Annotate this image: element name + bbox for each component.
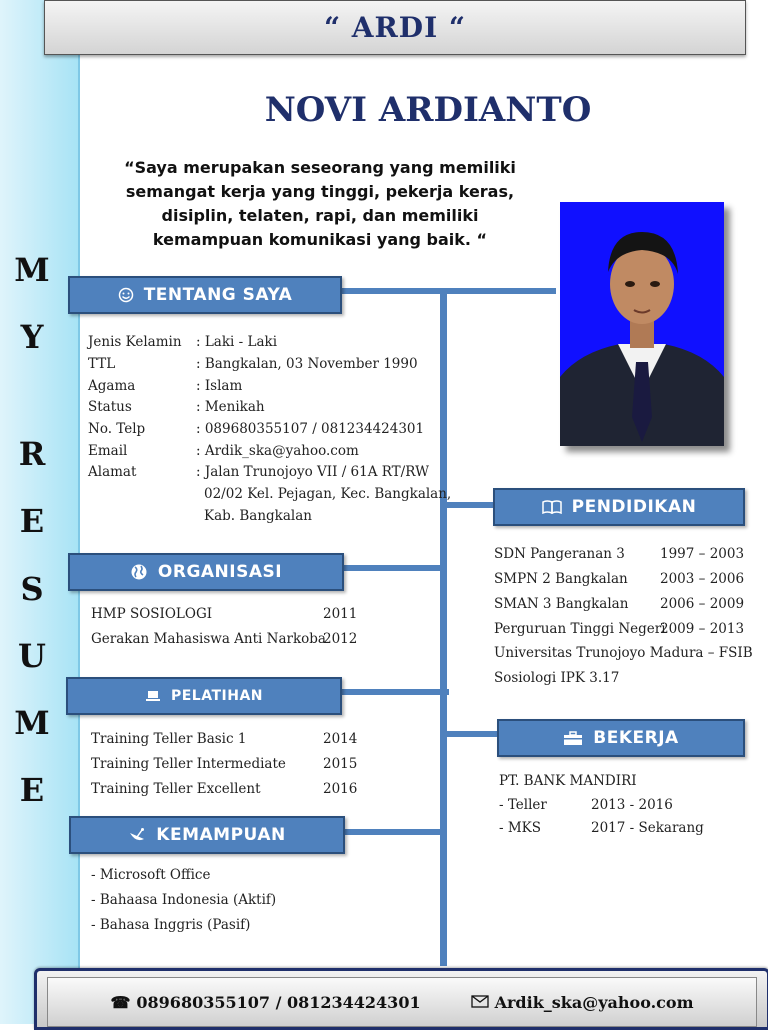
section-header-work	[497, 719, 745, 757]
timeline-connector	[343, 565, 440, 571]
about-label: Agama	[88, 378, 136, 394]
briefcase-icon	[563, 730, 583, 746]
envelope-icon	[471, 993, 489, 1012]
person-portrait-icon	[560, 202, 724, 446]
skill-item: - Microsoft Office	[91, 867, 211, 883]
timeline-vertical-line	[440, 290, 447, 966]
side-letter: E	[19, 502, 45, 541]
address-line: 02/02 Kel. Pejagan, Kec. Bangkalan,	[204, 486, 452, 502]
profile-photo	[560, 202, 724, 446]
about-value: : Islam	[196, 378, 243, 394]
about-value: : Jalan Trunojoyo VII / 61A RT/RW	[196, 464, 429, 480]
footer-contact-bar	[34, 968, 768, 1030]
section-title: BEKERJA	[593, 728, 679, 748]
section-header-skills	[69, 816, 345, 854]
organization-name: HMP SOSIOLOGI	[91, 606, 213, 622]
education-school: SMPN 2 Bangkalan	[494, 571, 628, 587]
skill-item: - Bahaasa Indonesia (Aktif)	[91, 892, 277, 908]
organization-year: 2012	[323, 631, 358, 647]
education-years: 1997 – 2003	[660, 546, 745, 562]
timeline-connector	[447, 731, 499, 737]
education-school: SMAN 3 Bangkalan	[494, 596, 629, 612]
section-header-organization	[68, 553, 344, 591]
nickname-title: “ ARDI “	[323, 11, 467, 44]
section-header-about	[68, 276, 342, 314]
about-label: Jenis Kelamin	[88, 334, 182, 350]
section-header-training	[66, 677, 342, 715]
timeline-connector	[341, 689, 449, 695]
work-role: - MKS	[499, 820, 542, 836]
work-role: - Teller	[499, 797, 547, 813]
work-company: PT. BANK MANDIRI	[499, 773, 637, 789]
about-label: Alamat	[88, 464, 137, 480]
skills-list	[91, 867, 431, 942]
full-name: NOVI ARDIANTO	[264, 90, 592, 130]
phone-icon: ☎	[110, 992, 131, 1012]
section-title: TENTANG SAYA	[143, 285, 293, 305]
footer-email	[471, 993, 694, 1012]
side-letter: U	[18, 636, 46, 675]
section-title: PENDIDIKAN	[571, 497, 697, 517]
work-details	[499, 773, 759, 843]
globe-icon	[130, 563, 148, 581]
training-year: 2016	[323, 781, 358, 797]
side-letter: S	[20, 569, 44, 608]
satellite-icon	[128, 827, 146, 843]
training-name: Training Teller Basic 1	[91, 731, 247, 747]
training-list	[91, 731, 431, 806]
education-years: 2009 – 2013	[660, 621, 745, 637]
organization-name: Gerakan Mahasiswa Anti Narkoba	[91, 631, 326, 647]
about-value: : Bangkalan, 03 November 1990	[196, 356, 418, 372]
book-icon	[542, 500, 562, 514]
top-header-bar	[44, 0, 746, 55]
education-school: SDN Pangeranan 3	[494, 546, 625, 562]
work-period: 2013 - 2016	[591, 797, 673, 813]
education-school: Perguruan Tinggi Negeri	[494, 621, 666, 637]
footer-contact-inner	[47, 977, 757, 1027]
about-value: : Ardik_ska@yahoo.com	[196, 443, 359, 459]
about-value: : Menikah	[196, 399, 265, 415]
section-title: ORGANISASI	[157, 562, 283, 582]
address-line: Kab. Bangkalan	[204, 508, 312, 524]
side-letter: Y	[20, 318, 44, 357]
about-value: : 089680355107 / 081234424301	[196, 421, 425, 437]
timeline-connector	[447, 502, 495, 508]
skill-item: - Bahasa Inggris (Pasif)	[91, 917, 251, 933]
education-extra: Sosiologi IPK 3.17	[494, 670, 620, 686]
smiley-icon	[118, 287, 134, 303]
section-title: KEMAMPUAN	[156, 825, 286, 845]
side-letter: E	[19, 770, 45, 809]
education-years: 2006 – 2009	[660, 596, 745, 612]
about-label: Status	[88, 399, 132, 415]
footer-phone	[110, 993, 420, 1012]
training-name: Training Teller Excellent	[91, 781, 261, 797]
footer-email-text: Ardik_ska@yahoo.com	[494, 992, 694, 1012]
organization-year: 2011	[323, 606, 358, 622]
training-year: 2014	[323, 731, 358, 747]
about-value: : Laki - Laki	[196, 334, 278, 350]
education-extra: Universitas Trunojoyo Madura – FSIB	[494, 645, 753, 661]
footer-phone-text: 089680355107 / 081234424301	[136, 992, 421, 1012]
side-letter: M	[14, 703, 50, 742]
side-title-vertical	[0, 250, 64, 810]
training-name: Training Teller Intermediate	[91, 756, 286, 772]
about-label: TTL	[88, 356, 116, 372]
training-year: 2015	[323, 756, 358, 772]
timeline-connector	[343, 829, 440, 835]
work-period: 2017 - Sekarang	[591, 820, 704, 836]
education-list	[494, 546, 754, 696]
about-label: Email	[88, 443, 128, 459]
section-header-education	[493, 488, 745, 526]
laptop-icon	[145, 690, 161, 702]
personal-quote: “Saya merupakan seseorang yang memiliki semangat kerja yang tinggi, pekerja keras, disiplin, telaten, rapi, dan memiliki kemampuan komunikasi yang baik. “	[124, 158, 516, 249]
side-letter: M	[14, 251, 50, 289]
timeline-connector	[340, 288, 556, 294]
education-years: 2003 – 2006	[660, 571, 745, 587]
about-details	[88, 334, 452, 534]
about-label: No. Telp	[88, 421, 146, 437]
organization-list	[91, 606, 431, 656]
side-letter: R	[18, 435, 46, 474]
section-title: PELATIHAN	[170, 688, 264, 704]
